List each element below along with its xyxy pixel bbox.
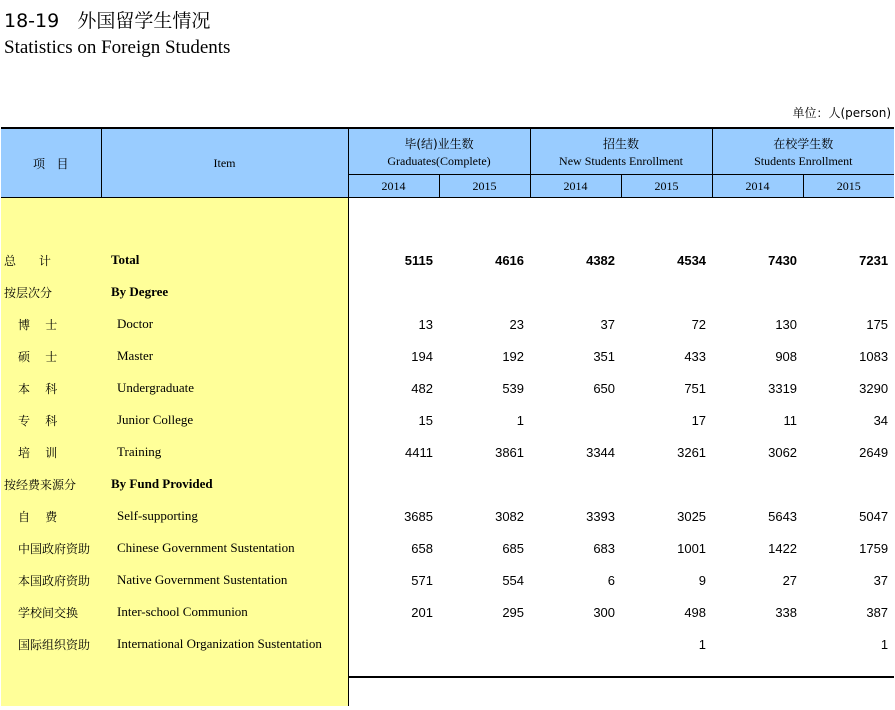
spacer-cell (101, 660, 348, 706)
spacer-cell (1, 198, 101, 245)
value-cell: 1001 (677, 540, 707, 556)
row-label-en: Total (101, 244, 348, 276)
row-label-cn: 本国政府资助 (1, 564, 101, 596)
table-row (1, 436, 894, 468)
row-label-en: Undergraduate (101, 372, 348, 404)
value-cell: 23 (509, 316, 525, 332)
value-cell: 3861 (495, 444, 525, 460)
value-cell (439, 628, 530, 660)
row-label-cn: 硕 士 (1, 340, 101, 372)
spacer-row (1, 660, 894, 706)
row-label-en: Junior College (101, 404, 348, 436)
value-cell: 13 (418, 316, 433, 332)
value-cell: 4411 (405, 444, 433, 460)
value-cell (712, 628, 803, 660)
value-cell: 338 (775, 604, 798, 620)
row-label-cn: 培 训 (1, 436, 101, 468)
header-group-new-enrollment (530, 129, 712, 175)
value-cell: 5115 (404, 252, 433, 268)
row-label-cn: 中国政府资助 (1, 532, 101, 564)
spacer-cell (1, 660, 101, 706)
value-cell (439, 276, 530, 308)
row-label-cn: 本 科 (1, 372, 101, 404)
page-title-cn: 18-19 外国留学生情况 (4, 10, 211, 32)
foreign-students-table (1, 129, 894, 706)
row-label-cn: 专 科 (1, 404, 101, 436)
value-cell: 751 (684, 380, 707, 396)
header-year: 2015 (439, 175, 530, 198)
value-cell: 3025 (677, 508, 707, 524)
table-row (1, 628, 894, 660)
value-cell: 3062 (768, 444, 798, 460)
value-cell: 1759 (859, 540, 889, 556)
row-label-en: International Organization Sustentation (101, 628, 348, 660)
value-cell: 539 (502, 380, 525, 396)
value-cell: 554 (502, 572, 525, 588)
value-cell: 387 (866, 604, 889, 620)
value-cell: 498 (684, 604, 707, 620)
header-group-graduates (348, 129, 530, 175)
value-cell: 685 (502, 540, 525, 556)
value-cell: 27 (782, 572, 798, 588)
value-cell: 175 (866, 316, 889, 332)
value-cell: 5643 (768, 508, 798, 524)
value-cell: 4616 (495, 252, 525, 268)
header-year: 2014 (530, 175, 621, 198)
value-cell (712, 276, 803, 308)
value-cell: 37 (873, 572, 889, 588)
value-cell (530, 468, 621, 500)
value-cell: 3393 (586, 508, 616, 524)
value-cell (530, 628, 621, 660)
header-item-cn: 项 目 (1, 129, 101, 198)
table-row (1, 244, 894, 276)
value-cell: 3319 (768, 380, 798, 396)
value-cell: 5047 (859, 508, 889, 524)
table-row (1, 308, 894, 340)
value-cell: 4382 (586, 252, 616, 268)
row-label-en: Self-supporting (101, 500, 348, 532)
value-cell: 17 (691, 412, 707, 428)
value-cell: 683 (593, 540, 616, 556)
value-cell: 3261 (677, 444, 707, 460)
value-cell: 15 (418, 412, 433, 428)
header-year: 2014 (712, 175, 803, 198)
students-table-wrapper (1, 127, 894, 678)
spacer-cell (348, 660, 894, 706)
value-cell: 658 (411, 540, 433, 556)
value-cell: 295 (502, 604, 525, 620)
value-cell: 1083 (859, 348, 889, 364)
value-cell (439, 468, 530, 500)
header-group-en: Graduates(Complete) (387, 153, 491, 168)
row-label-en: Master (101, 340, 348, 372)
header-item-en (101, 129, 348, 198)
value-cell: 1422 (768, 540, 798, 556)
value-cell (530, 276, 621, 308)
header-item-en-label: Item (213, 155, 236, 170)
header-year: 2015 (803, 175, 894, 198)
value-cell: 300 (593, 604, 616, 620)
value-cell: 1 (516, 412, 525, 428)
header-group-cn: 在校学生数 (773, 136, 834, 151)
value-cell: 192 (502, 348, 525, 364)
value-cell: 351 (593, 348, 616, 364)
value-cell: 11 (783, 412, 798, 428)
header-group-en: Students Enrollment (754, 153, 853, 168)
row-label-en: By Degree (101, 276, 348, 308)
value-cell: 72 (691, 316, 707, 332)
value-cell: 9 (698, 572, 707, 588)
value-cell: 194 (411, 348, 433, 364)
value-cell (348, 468, 439, 500)
value-cell: 37 (600, 316, 616, 332)
row-label-en: Doctor (101, 308, 348, 340)
table-row (1, 564, 894, 596)
value-cell (621, 468, 712, 500)
table-row (1, 596, 894, 628)
value-cell: 4534 (677, 252, 707, 268)
value-cell (803, 276, 894, 308)
value-cell (348, 276, 439, 308)
spacer-row (1, 198, 894, 245)
page-title-en: Statistics on Foreign Students (4, 37, 231, 58)
value-cell: 2649 (859, 444, 889, 460)
spacer-cell (101, 198, 348, 245)
table-row (1, 500, 894, 532)
table-row (1, 372, 894, 404)
value-cell: 3082 (495, 508, 525, 524)
value-cell: 7231 (859, 252, 889, 268)
value-cell: 908 (775, 348, 798, 364)
value-cell: 1 (698, 636, 707, 652)
value-cell: 6 (607, 572, 616, 588)
value-cell (712, 468, 803, 500)
value-cell: 571 (411, 572, 433, 588)
value-cell: 3290 (859, 380, 889, 396)
row-label-cn: 学校间交换 (1, 596, 101, 628)
value-cell (803, 468, 894, 500)
value-cell: 3685 (404, 508, 433, 524)
table-header (1, 129, 894, 198)
row-label-en: Inter-school Communion (101, 596, 348, 628)
value-cell: 650 (593, 380, 616, 396)
header-group-en: New Students Enrollment (559, 153, 684, 168)
row-label-cn: 博 士 (1, 308, 101, 340)
value-cell: 1 (880, 636, 889, 652)
row-label-en: Training (101, 436, 348, 468)
row-label-en: By Fund Provided (101, 468, 348, 500)
value-cell (530, 404, 621, 436)
header-year: 2015 (621, 175, 712, 198)
header-group-cn: 招生数 (603, 136, 640, 151)
table-row (1, 468, 894, 500)
table-body (1, 198, 894, 707)
spacer-cell (348, 198, 894, 245)
header-group-enrollment (712, 129, 894, 175)
row-label-cn: 按层次分 (1, 276, 101, 308)
row-label-cn: 自 费 (1, 500, 101, 532)
unit-label: 单位：人(person) (792, 106, 891, 120)
table-row (1, 532, 894, 564)
row-label-cn: 国际组织资助 (1, 628, 101, 660)
value-cell: 130 (775, 316, 798, 332)
row-label-cn: 总 计 (1, 244, 101, 276)
row-label-cn: 按经费来源分 (1, 468, 101, 500)
header-group-cn: 毕(结)业生数 (404, 136, 474, 151)
row-label-en: Native Government Sustentation (101, 564, 348, 596)
value-cell: 7430 (768, 252, 798, 268)
row-label-en: Chinese Government Sustentation (101, 532, 348, 564)
table-row (1, 404, 894, 436)
value-cell (348, 628, 439, 660)
value-cell: 201 (411, 604, 433, 620)
value-cell: 3344 (586, 444, 616, 460)
header-year: 2014 (348, 175, 439, 198)
table-row (1, 276, 894, 308)
table-row (1, 340, 894, 372)
value-cell: 482 (411, 380, 433, 396)
value-cell: 34 (873, 412, 889, 428)
value-cell (621, 276, 712, 308)
value-cell: 433 (684, 348, 707, 364)
